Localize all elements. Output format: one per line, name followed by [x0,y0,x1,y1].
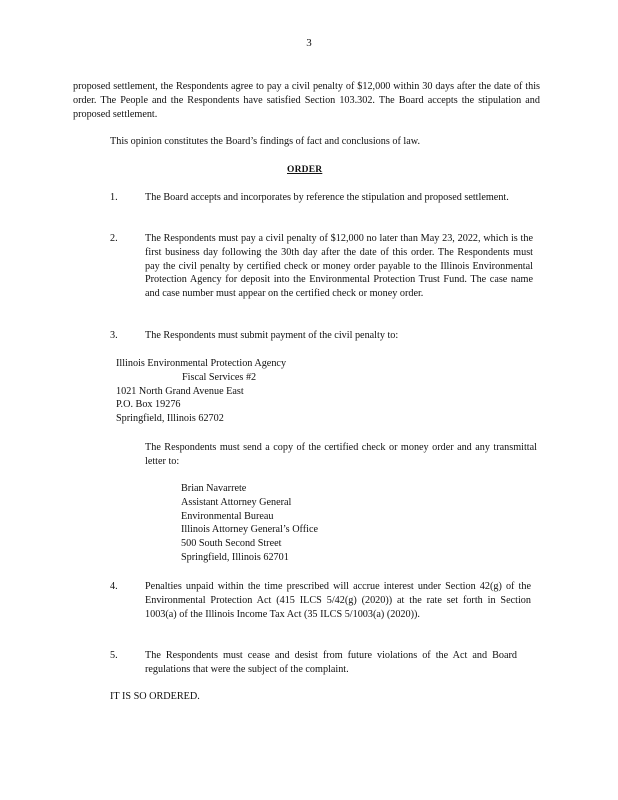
address-line: P.O. Box 19276 [116,399,181,411]
item-number: 2. [110,233,118,244]
address-line: Springfield, Illinois 62702 [116,413,224,425]
item-text: The Respondents must pay a civil penalty of $12,000 no later than May 23, 2022, which is the first business day following the 30th day after the date of this order. The Respondents must pay the civil penalty by certified check or money order payable to the Illinois Environmental Protection Agency for deposit into the Environmental Protection Trust Fund. The case name and case number must appear on the certified check or money order. [145,233,533,300]
intro-paragraph: proposed settlement, the Respondents agree to pay a civil penalty of $12,000 within 30 days after the date of this order. The People and the Respondents have satisfied Section 103.302. The Board accepts the stipulation and proposed settlement. [73,81,540,120]
item-number: 5. [110,650,118,661]
attorney-address [181,482,431,565]
address-line: Fiscal Services #2 [182,371,257,383]
closing-statement: IT IS SO ORDERED. [110,691,200,702]
address-line: Assistant Attorney General [181,496,292,508]
address-line: 1021 North Grand Avenue East [116,385,244,397]
payment-address [116,357,416,426]
opinion-paragraph: This opinion constitutes the Board’s findings of fact and conclusions of law. [110,136,421,147]
item-number: 3. [110,330,118,341]
address-line: Environmental Bureau [181,510,274,522]
item-number: 4. [110,581,118,592]
item-number: 1. [110,192,118,203]
address-line: Brian Navarrete [181,483,247,494]
address-line: Illinois Environmental Protection Agency [116,358,287,369]
item-text: Penalties unpaid within the time prescribed will accrue interest under Section 42(g) of the Environmental Protection Act (415 ILCS 5/42(g) (2020)) at the rate set forth in Section 1003(a) of the Illinois Income Tax Act (35 ILCS 5/1003(a) (2020)). [145,581,531,620]
item-text: The Respondents must cease and desist from future violations of the Act and Board regulations that were the subject of the complaint. [145,650,517,675]
item-text: The Respondents must submit payment of the civil penalty to: [145,330,399,341]
address-line: Springfield, Illinois 62701 [181,551,289,563]
copy-instruction: The Respondents must send a copy of the certified check or money order and any transmittal letter to: [145,442,537,467]
address-line: Illinois Attorney General’s Office [181,524,319,536]
page-number: 3 [306,37,312,49]
order-heading: ORDER [287,165,323,175]
address-line: 500 South Second Street [181,538,282,550]
item-text: The Board accepts and incorporates by reference the stipulation and proposed settlement. [145,192,509,203]
